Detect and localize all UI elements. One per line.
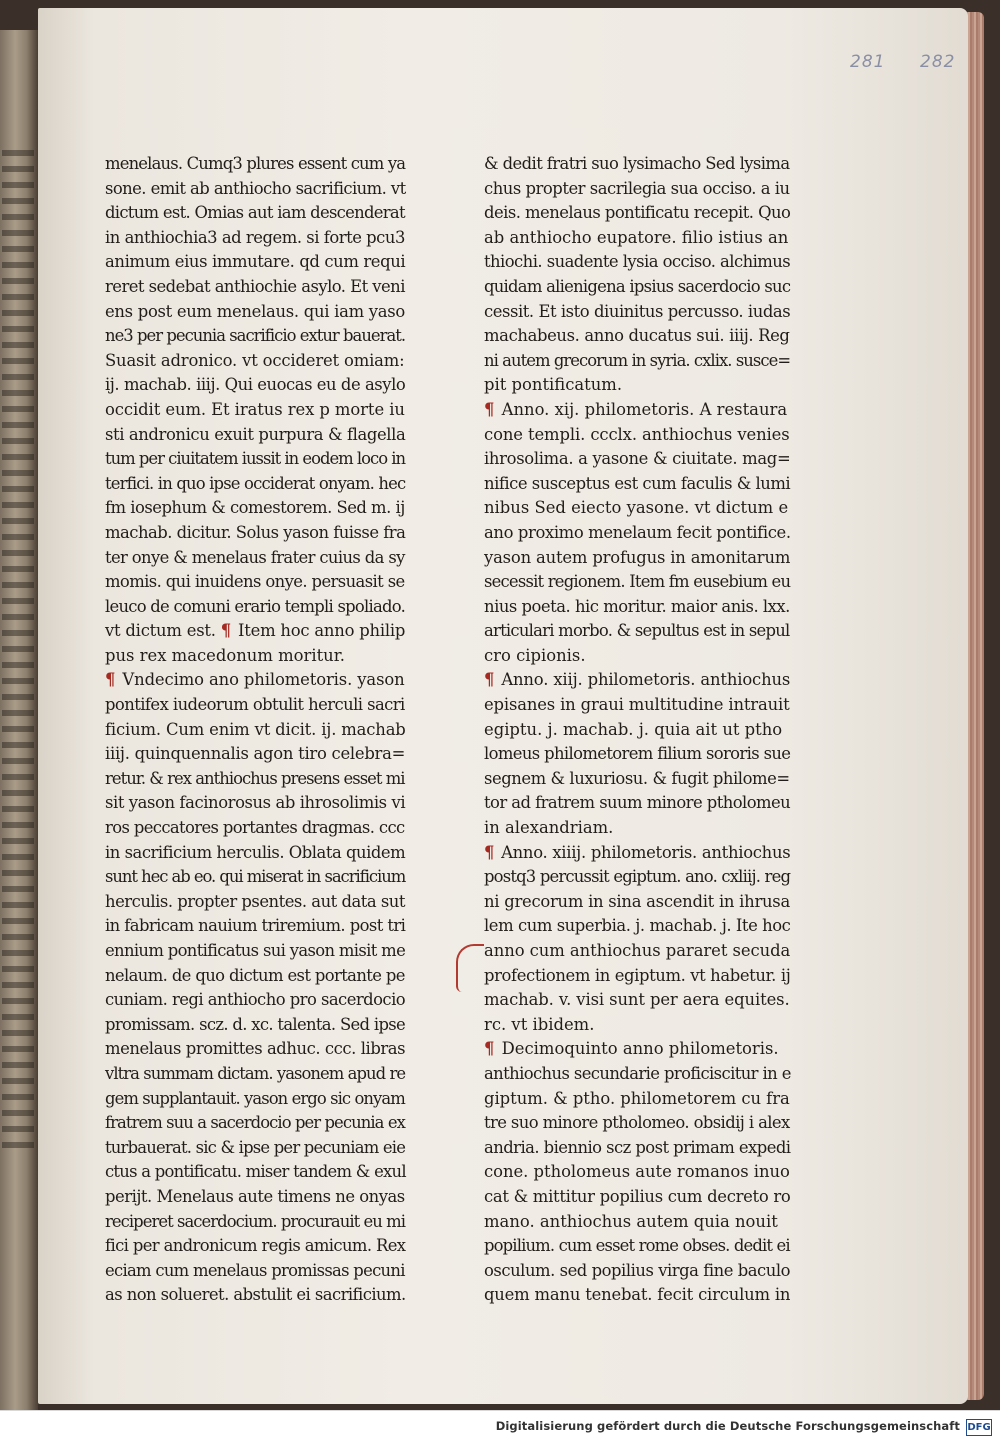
rubricated-initial-mark [456, 944, 484, 992]
text-line: cone templi. ccclx. anthiochus venies [484, 424, 790, 444]
rubric-pilcrow: ¶ [105, 670, 116, 690]
text-line: thiochi. suadente lysia occiso. alchimus [484, 252, 791, 272]
text-line: in fabricam nauium triremium. post tri [105, 916, 406, 936]
text-line: ter onye & menelaus frater cuius da sy [105, 547, 405, 567]
text-line: anthiochus secundarie proficiscitur in e [484, 1063, 791, 1083]
text-line: fratrem suu a sacerdocio per pecunia ex [105, 1113, 405, 1133]
rubric-pilcrow: ¶ [220, 621, 231, 641]
text-line: nius poeta. hic moritur. maior anis. lxx. [484, 596, 790, 616]
text-line: promissam. scz. d. xc. talenta. Sed ipse [105, 1014, 406, 1034]
text-line: turbauerat. sic & ipse per pecuniam eie [105, 1137, 406, 1157]
text-line: anno cum anthiochus pararet secuda [484, 941, 791, 960]
text-line: pontifex iudeorum obtulit herculi sacri [105, 695, 405, 715]
text-line: cessit. Et isto diuinitus percusso. iudas [484, 301, 791, 321]
text-line: quidam alienigena ipsius sacerdocio suc [484, 276, 791, 296]
text-line: perijt. Menelaus aute timens ne onyas [105, 1186, 405, 1206]
text-line: & dedit fratri suo lysimacho Sed lysima [484, 154, 790, 173]
text-line: rc. vt ibidem. [484, 1014, 595, 1034]
text-line: herculis. propter psentes. aut data sut [105, 891, 405, 911]
text-line: reciperet sacerdocium. procurauit eu mi [105, 1211, 406, 1231]
text-line: ¶ Decimoquinto anno philometoris. [484, 1039, 779, 1059]
text-line: nifice susceptus est cum faculis & lumi [484, 473, 791, 493]
text-line: ¶ Anno. xij. philometoris. A restaura [484, 399, 788, 419]
text-line: lomeus philometorem filium sororis sue [484, 744, 791, 764]
text-line: ano proximo menelaum fecit pontifice. [484, 522, 791, 542]
text-line: fici per andronicum regis amicum. Rex [105, 1236, 406, 1256]
text-line: gem supplantauit. yason ergo sic onyam [105, 1088, 405, 1108]
text-line: lem cum superbia. j. machab. j. Ite hoc [484, 916, 791, 936]
text-line: chus propter sacrilegia sua occiso. a iu [484, 178, 790, 198]
text-line: mano. anthiochus autem quia nouit [484, 1211, 778, 1231]
text-line: sunt hec ab eo. qui miserat in sacrificium [105, 867, 406, 887]
text-line: as non solueret. abstulit ei sacrificium. [105, 1285, 406, 1305]
text-line: giptum. & ptho. philometorem cu fra [484, 1088, 790, 1108]
text-line: ros peccatores portantes dragmas. ccc [105, 818, 405, 838]
text-line: reret sedebat anthiochie asylo. Et veni [105, 276, 405, 296]
text-line: terfici. in quo ipse occiderat onyam. hec [105, 473, 406, 493]
text-line: dictum est. Omias aut iam descenderat [105, 203, 405, 223]
rubric-pilcrow: ¶ [484, 670, 495, 690]
text-line: menelaus. Cumq3 plures essent cum ya [105, 154, 406, 173]
text-line: sit yason facinorosus ab ihrosolimis vi [105, 793, 406, 813]
text-line: egiptu. j. machab. j. quia ait ut ptho [484, 719, 783, 739]
text-line: secessit regionem. Item fm eusebium eu [484, 572, 791, 592]
text-line: ihrosolima. a yasone & ciuitate. mag= [484, 449, 791, 469]
rubric-pilcrow: ¶ [484, 399, 495, 419]
text-line: ab anthiocho eupatore. filio istius an [484, 227, 789, 247]
text-line: osculum. sed popilius virga fine baculo [484, 1260, 791, 1280]
folio-number-pencil: 282 [920, 52, 956, 72]
text-line: vt dictum est. ¶ Item hoc anno philip [105, 621, 406, 641]
text-line: tum per ciuitatem iussit in eodem loco in [105, 449, 406, 469]
text-line: cone. ptholomeus aute romanos inuo [484, 1162, 790, 1182]
text-line: episanes in graui multitudine intrauit [484, 695, 790, 715]
text-line: pus rex macedonum moritur. [105, 645, 345, 665]
text-line: ij. machab. iiij. Qui euocas eu de asylo [105, 375, 406, 395]
text-line: ficium. Cum enim vt dicit. ij. machab [105, 719, 406, 739]
text-line: nelaum. de quo dictum est portante pe [105, 965, 405, 985]
text-line: machabeus. anno ducatus sui. iiij. Reg [484, 326, 790, 346]
text-line: profectionem in egiptum. vt habetur. ij [484, 965, 791, 985]
text-line: tor ad fratrem suum minore ptholomeu [484, 793, 791, 813]
text-line: popilium. cum esset rome obses. dedit ei [484, 1236, 790, 1256]
text-line: sti andronicu exuit purpura & flagella [105, 424, 406, 444]
text-line: ¶ Anno. xiiij. philometoris. anthiochus [484, 842, 791, 862]
funding-note: Digitalisierung gefördert durch die Deutsche Forschungsgemeinschaft [495, 1419, 960, 1433]
text-line: postq3 percussit egiptum. ano. cxliij. reg [484, 867, 791, 887]
text-line: vltra summam dictam. yasonem apud re [105, 1063, 406, 1083]
folio-number-handwritten: 281 [850, 52, 886, 72]
text-line: pit pontificatum. [484, 375, 623, 395]
text-line: animum eius immutare. qd cum requi [105, 252, 406, 272]
text-column-right [484, 152, 790, 1308]
text-line: machab. v. visi sunt per aera equites. [484, 990, 790, 1010]
text-line: in alexandriam. [484, 818, 614, 838]
text-line: nibus Sed eiecto yasone. vt dictum e [484, 498, 789, 518]
text-line: ne3 per pecunia sacrificio extur bauerat. [105, 326, 406, 346]
text-line: iiij. quinquennalis agon tiro celebra= [105, 744, 406, 764]
text-line: segnem & luxuriosu. & fugit philome= [484, 768, 790, 788]
text-line: ¶ Vndecimo ano philometoris. yason [105, 670, 405, 690]
facing-page-text-bleed [2, 150, 34, 1150]
text-line: ni grecorum in sina ascendit in ihrusa [484, 891, 790, 911]
text-line: quem manu tenebat. fecit circulum in [484, 1285, 791, 1305]
text-line: occidit eum. Et iratus rex p morte iu [105, 399, 405, 419]
text-line: Suasit adronico. vt occideret omiam: [105, 350, 405, 370]
text-line: retur. & rex anthiochus presens esset mi [105, 768, 405, 788]
text-line: cro cipionis. [484, 645, 586, 665]
text-line: machab. dicitur. Solus yason fuisse fra [105, 522, 406, 542]
text-line: menelaus promittes adhuc. ccc. libras [105, 1039, 406, 1059]
text-line: cuniam. regi anthiocho pro sacerdocio [105, 990, 406, 1010]
rubric-pilcrow: ¶ [484, 842, 495, 862]
text-line: eciam cum menelaus promissas pecuni [105, 1260, 405, 1280]
text-line: yason autem profugus in amonitarum [484, 547, 791, 567]
text-line: tre suo minore ptholomeo. obsidij i alex [484, 1113, 790, 1133]
text-line: articulari morbo. & sepultus est in sepul [484, 621, 790, 641]
text-line: ens post eum menelaus. qui iam yaso [105, 301, 405, 321]
text-line: leuco de comuni erario templi spoliado. [105, 596, 406, 616]
footer-bar [0, 1410, 1000, 1443]
text-line: fm iosephum & comestorem. Sed m. ij [105, 498, 405, 518]
rubric-pilcrow: ¶ [484, 1039, 495, 1059]
text-line: cat & mittitur popilius cum decreto ro [484, 1186, 791, 1206]
text-line: in anthiochia3 ad regem. si forte pcu3 [105, 227, 405, 247]
text-line: ctus a pontificatu. miser tandem & exul [105, 1162, 406, 1182]
text-line: momis. qui inuidens onye. persuasit se [105, 572, 405, 592]
text-line: sone. emit ab anthiocho sacrificium. vt [105, 178, 406, 198]
text-line: andria. biennio scz post primam expedi [484, 1137, 791, 1157]
text-line: deis. menelaus pontificatu recepit. Quo [484, 203, 791, 223]
text-column-left [105, 152, 405, 1308]
text-line: ¶ Anno. xiij. philometoris. anthiochus [484, 670, 791, 690]
facing-page-edge [0, 30, 38, 1410]
page-block-edge [966, 12, 984, 1400]
text-line: ennium pontificatus sui yason misit me [105, 941, 406, 960]
dfg-logo: DFG [966, 1419, 992, 1436]
text-line: in sacrificium herculis. Oblata quidem [105, 842, 406, 862]
text-line: ni autem grecorum in syria. cxlix. susce= [484, 350, 791, 370]
